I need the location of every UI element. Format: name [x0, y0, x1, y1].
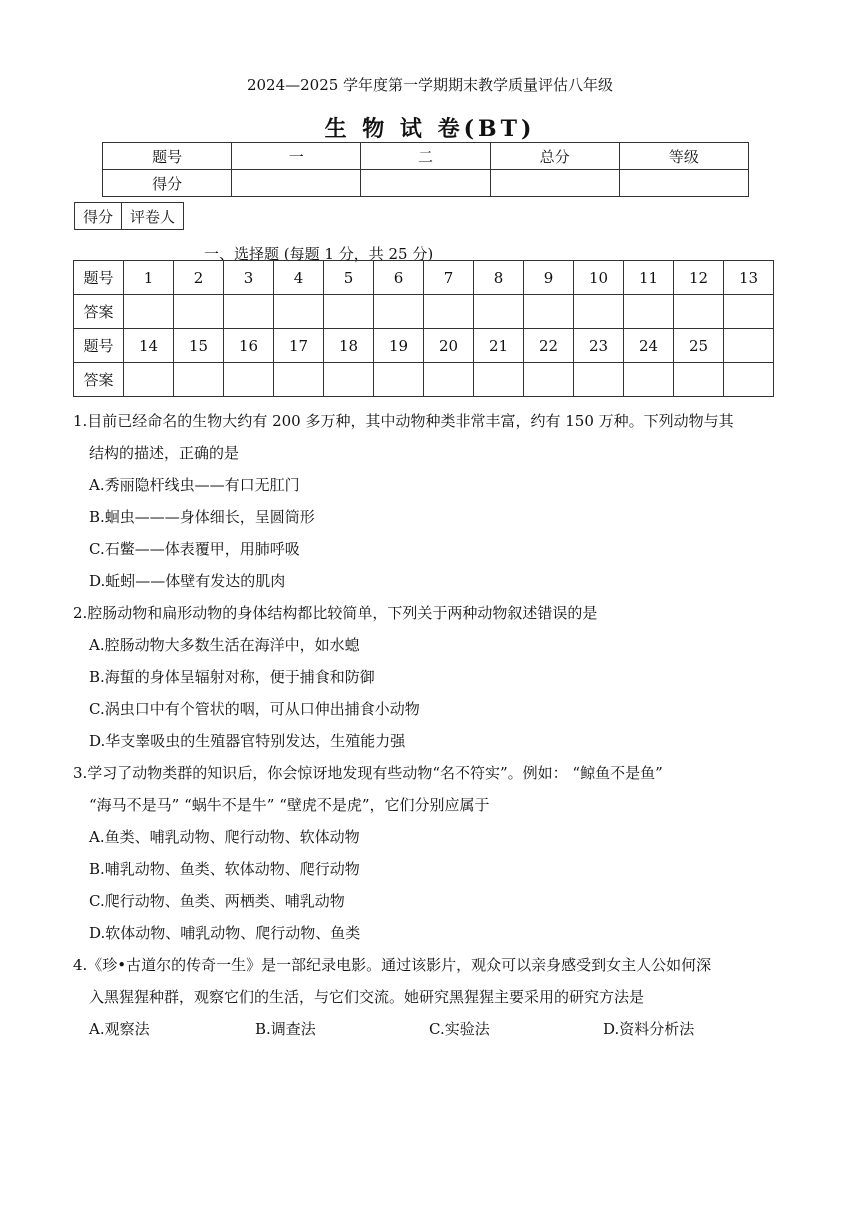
score-row-label: 得分	[103, 170, 232, 197]
question-stem: 4.《珍•古道尔的传奇一生》是一部纪录电影。通过该影片，观众可以亲身感受到女主人公如何深	[73, 956, 712, 974]
answer-cell[interactable]	[274, 295, 324, 329]
question-1	[73, 405, 803, 597]
grader-box	[74, 202, 184, 230]
question-stem-continued: 结构的描述，正确的是	[89, 444, 240, 462]
score-table-header-row	[103, 143, 749, 170]
question-number: 14	[124, 329, 174, 363]
question-stem-continued: 入黑猩猩种群，观察它们的生活，与它们交流。她研究黑猩猩主要采用的研究方法是	[89, 988, 645, 1006]
number-label: 题号	[74, 329, 124, 363]
question-number: 16	[224, 329, 274, 363]
question-number: 25	[674, 329, 724, 363]
score-cell[interactable]	[619, 170, 748, 197]
answer-label: 答案	[74, 363, 124, 397]
question-stem: 2.腔肠动物和扁形动物的身体结构都比较简单，下列关于两种动物叙述错误的是	[73, 604, 598, 622]
option-row	[73, 1013, 803, 1045]
answer-label: 答案	[74, 295, 124, 329]
answer-cell[interactable]	[674, 363, 724, 397]
option-d: D.软体动物、哺乳动物、爬行动物、鱼类	[89, 924, 361, 942]
question-number: 22	[524, 329, 574, 363]
question-number: 19	[374, 329, 424, 363]
answer-cell[interactable]	[624, 295, 674, 329]
answer-cell[interactable]	[724, 363, 774, 397]
answer-cell[interactable]	[524, 295, 574, 329]
score-table	[102, 142, 749, 197]
answer-cell[interactable]	[124, 295, 174, 329]
option-c: C.爬行动物、鱼类、两栖类、哺乳动物	[89, 892, 345, 910]
score-table-header-cell: 一	[232, 143, 361, 170]
option-a: A.腔肠动物大多数生活在海洋中，如水螅	[89, 636, 360, 654]
question-number	[724, 329, 774, 363]
answer-cell[interactable]	[574, 295, 624, 329]
option-a: A.观察法	[89, 1020, 150, 1038]
question-number: 6	[374, 261, 424, 295]
option-b: B.蛔虫———身体细长，呈圆筒形	[89, 508, 315, 526]
answer-cell[interactable]	[224, 295, 274, 329]
answer-cell[interactable]	[174, 295, 224, 329]
question-list	[73, 405, 803, 1045]
question-stem-continued: “海马不是马” “蜗牛不是牛” “壁虎不是虎”，它们分别应属于	[89, 796, 490, 814]
score-cell[interactable]	[490, 170, 619, 197]
section-one-heading: 一、选择题 (每题 1 分，共 25 分)	[204, 245, 434, 263]
option-c: C.实验法	[429, 1020, 490, 1038]
question-number: 20	[424, 329, 474, 363]
number-label: 题号	[74, 261, 124, 295]
option-c: C.涡虫口中有个管状的咽，可从口伸出捕食小动物	[89, 700, 420, 718]
score-table-score-row	[103, 170, 749, 197]
question-stem: 3.学习了动物类群的知识后，你会惊讶地发现有些动物“名不符实”。例如： “鲸鱼不是鱼”	[73, 764, 663, 782]
question-number: 3	[224, 261, 274, 295]
answer-cell[interactable]	[424, 295, 474, 329]
answer-cell[interactable]	[724, 295, 774, 329]
option-a: A.鱼类、哺乳动物、爬行动物、软体动物	[89, 828, 360, 846]
option-b: B.海蜇的身体呈辐射对称，便于捕食和防御	[89, 668, 375, 686]
question-number: 13	[724, 261, 774, 295]
grader-score-label: 得分	[75, 203, 122, 230]
answer-cell[interactable]	[374, 295, 424, 329]
answer-row	[74, 363, 774, 397]
question-number: 12	[674, 261, 724, 295]
option-c: C.石鳖——体表覆甲，用肺呼吸	[89, 540, 300, 558]
answer-cell[interactable]	[174, 363, 224, 397]
answer-cell[interactable]	[274, 363, 324, 397]
question-number: 23	[574, 329, 624, 363]
answer-cell[interactable]	[124, 363, 174, 397]
score-table-header-cell: 等级	[619, 143, 748, 170]
grader-name-label: 评卷人	[122, 203, 184, 230]
answer-cell[interactable]	[224, 363, 274, 397]
answer-cell[interactable]	[324, 295, 374, 329]
question-stem: 1.目前已经命名的生物大约有 200 多万种，其中动物种类非常丰富，约有 150 万种。下列动物与其	[73, 412, 734, 430]
answer-cell[interactable]	[624, 363, 674, 397]
option-d: D.华支睾吸虫的生殖器官特别发达，生殖能力强	[89, 732, 406, 750]
answer-table	[73, 260, 774, 397]
question-number: 15	[174, 329, 224, 363]
question-2	[73, 597, 803, 757]
answer-cell[interactable]	[574, 363, 624, 397]
question-number: 11	[624, 261, 674, 295]
answer-cell[interactable]	[524, 363, 574, 397]
answer-row	[74, 295, 774, 329]
question-3	[73, 757, 803, 949]
question-number: 1	[124, 261, 174, 295]
question-number: 7	[424, 261, 474, 295]
option-d: D.蚯蚓——体壁有发达的肌肉	[89, 572, 286, 590]
question-number: 8	[474, 261, 524, 295]
question-4	[73, 949, 803, 1045]
question-number: 4	[274, 261, 324, 295]
exam-subtitle: 2024—2025 学年度第一学期期末教学质量评估八年级	[246, 76, 614, 94]
score-table-header-cell: 总分	[490, 143, 619, 170]
question-number: 21	[474, 329, 524, 363]
question-number: 5	[324, 261, 374, 295]
answer-number-row	[74, 261, 774, 295]
question-number: 2	[174, 261, 224, 295]
answer-cell[interactable]	[474, 363, 524, 397]
exam-title: 生 物 试 卷(BT)	[324, 116, 536, 142]
answer-cell[interactable]	[474, 295, 524, 329]
score-cell[interactable]	[361, 170, 490, 197]
question-number: 24	[624, 329, 674, 363]
question-number: 10	[574, 261, 624, 295]
score-table-header-cell: 题号	[103, 143, 232, 170]
answer-cell[interactable]	[674, 295, 724, 329]
score-cell[interactable]	[232, 170, 361, 197]
option-a: A.秀丽隐杆线虫——有口无肛门	[89, 476, 300, 494]
answer-number-row	[74, 329, 774, 363]
question-number: 18	[324, 329, 374, 363]
answer-cell[interactable]	[424, 363, 474, 397]
option-b: B.调查法	[255, 1020, 316, 1038]
question-number: 17	[274, 329, 324, 363]
option-d: D.资料分析法	[603, 1020, 695, 1038]
option-b: B.哺乳动物、鱼类、软体动物、爬行动物	[89, 860, 360, 878]
answer-cell[interactable]	[374, 363, 424, 397]
question-number: 9	[524, 261, 574, 295]
score-table-header-cell: 二	[361, 143, 490, 170]
answer-cell[interactable]	[324, 363, 374, 397]
